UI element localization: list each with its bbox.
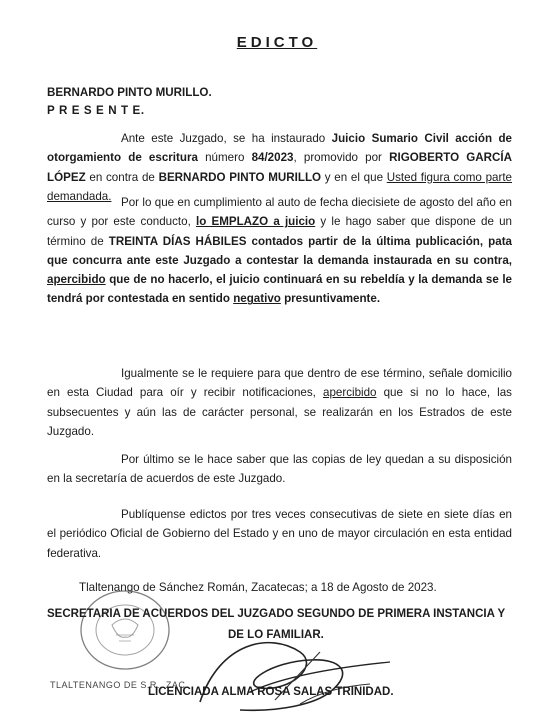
court-seal [76,587,174,673]
paragraph-3: Igualmente se le requiere para que dentro de ese término, señale domicilio en esta Ciudad para oír y recibir notificaciones, apercibido que si no lo hace, las subsecuentes y aún las de carácter personal, se realizarán en los Estrados de este Juzgado. [47,367,512,438]
paragraph-5: Publíquense edictos por tres veces consecutivas de siete en siete días en el periódico Oficial de Gobierno del Estado y en uno de mayor circulación en esta entidad federativa. [47,508,512,560]
signatory-title-line-2: DE LO FAMILIAR. [228,629,324,641]
document-title: EDICTO [236,34,318,51]
presente-label: P R E S E N T E. [47,104,145,117]
signatory-name: LICENCIADA ALMA ROSA SALAS TRINIDAD. [148,686,394,698]
place-date: Tlaltenango de Sánchez Román, Zacatecas; a 18 de Agosto de 2023. [79,581,437,594]
paragraph-2: Por lo que en cumplimiento al auto de fecha diecisiete de agosto del año en curso y por este conducto, lo EMPLAZO a juicio y le hago saber que dispone de un término de TREINTA DÍAS HÁBILES contados partir de la última publicación, pata que concurra ante este Juzgado a contestar la demanda instaurada en su contra, apercibido que de no hacerlo, el juicio continuará en su rebeldía y la demanda se le tendrá por contestada en sentido negativo presuntivamente. [47,196,512,306]
signatory-title-line-1: SECRETARIA DE ACUERDOS DEL JUZGADO SEGUNDO DE PRIMERA INSTANCIA Y [47,608,506,620]
seal-caption: TLALTENANGO DE S.R., ZAC [50,680,186,690]
addressee: BERNARDO PINTO MURILLO. [47,86,212,99]
paragraph-1: Ante este Juzgado, se ha instaurado Juicio Sumario Civil acción de otorgamiento de escritura número 84/2023, promovido por RIGOBERTO GARCÍA LÓPEZ en contra de BERNARDO PINTO MURILLO y en el que Usted figura como parte demandada. [47,132,512,203]
paragraph-4: Por último se le hace saber que las copias de ley quedan a su disposición en la secretaría de acuerdos de este Juzgado. [47,453,512,486]
